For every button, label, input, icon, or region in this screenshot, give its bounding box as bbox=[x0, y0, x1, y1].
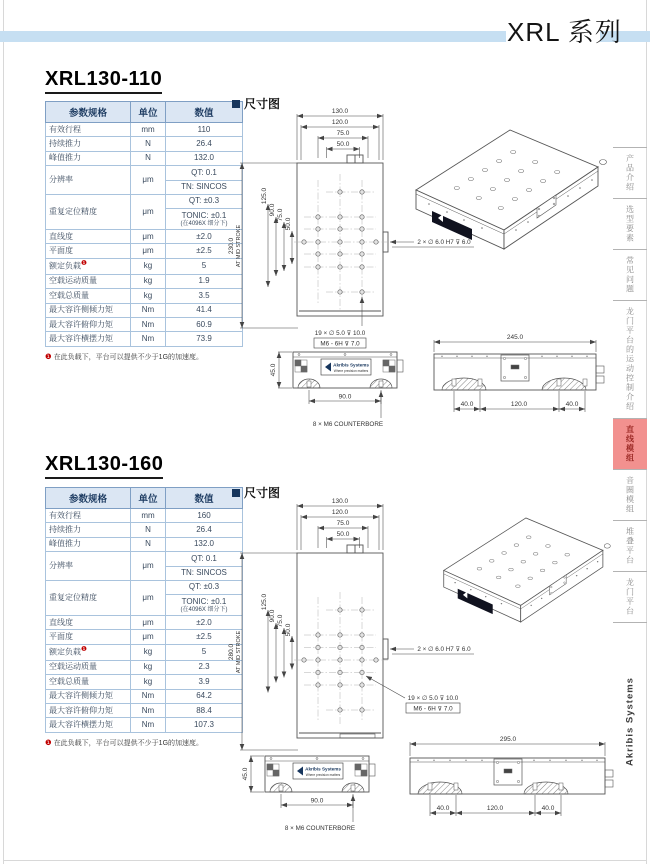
param-cell: 直线度 bbox=[46, 230, 131, 244]
isometric-view-1 bbox=[398, 112, 613, 267]
unit-cell: μm bbox=[131, 630, 166, 644]
table-row bbox=[46, 580, 243, 594]
side-feet bbox=[442, 378, 587, 390]
svg-text:45.0: 45.0 bbox=[242, 767, 249, 781]
param-cell: 最大容许横摆力矩 bbox=[46, 718, 131, 732]
footnote-marker: ❶ bbox=[45, 351, 52, 361]
unit-cell: mm bbox=[131, 123, 166, 137]
header-band-left bbox=[0, 31, 506, 42]
value-cell: 41.4 bbox=[166, 303, 243, 317]
svg-text:120.0: 120.0 bbox=[486, 805, 504, 812]
sidebar-tab[interactable] bbox=[613, 418, 647, 469]
value-subnote: (在4096X 细分下) bbox=[180, 221, 228, 228]
spec-table-1 bbox=[45, 101, 243, 347]
table-row bbox=[46, 166, 243, 180]
page-title: XRL 系列 bbox=[507, 17, 622, 47]
table-header-row: 参数规格 单位 数值 bbox=[46, 102, 243, 123]
svg-text:Where precision matters: Where precision matters bbox=[333, 369, 369, 373]
spec-table-2 bbox=[45, 487, 243, 733]
svg-text:90.0: 90.0 bbox=[269, 609, 276, 623]
pin-note: 2 × ∅ 6.0 H7 ⊽ 6.0 bbox=[417, 646, 471, 653]
value-cell: ±2.5 bbox=[166, 630, 243, 644]
svg-text:75.0: 75.0 bbox=[277, 614, 284, 628]
unit-cell: N bbox=[131, 523, 166, 537]
param-cell: 空载总质量 bbox=[46, 289, 131, 303]
sidebar-tab-label: 音圈模组 bbox=[625, 475, 635, 514]
param-cell: 空载运动质量 bbox=[46, 660, 131, 674]
table-row bbox=[46, 675, 243, 689]
value-cell: ±2.0 bbox=[166, 230, 243, 244]
table-row bbox=[46, 644, 243, 660]
sidebar-tab-label: 常见问题 bbox=[625, 256, 635, 294]
unit-cell: μm bbox=[131, 552, 166, 581]
unit-cell: N bbox=[131, 537, 166, 551]
unit-cell: μm bbox=[131, 230, 166, 244]
unit-cell: kg bbox=[131, 675, 166, 689]
table-row bbox=[46, 137, 243, 151]
value-cell: 5 bbox=[166, 644, 243, 660]
footnote-ref: ❶ bbox=[81, 260, 87, 268]
param-cell: 最大容许横摆力矩 bbox=[46, 332, 131, 346]
param-cell: 额定负载$^❶$ bbox=[46, 258, 131, 274]
front-feet bbox=[270, 783, 364, 792]
svg-text:125.0: 125.0 bbox=[261, 187, 268, 205]
hole-note-line2: M6 - 6H ⊽ 7.0 bbox=[320, 340, 360, 348]
param-cell: 有效行程 bbox=[46, 123, 131, 137]
unit-cell: Nm bbox=[131, 689, 166, 703]
value-cell: TN: SINCOS bbox=[166, 566, 243, 580]
unit-cell: Nm bbox=[131, 318, 166, 332]
footnote-text: 在此负载下，平台可以提供不少于1G的加速度。 bbox=[53, 739, 204, 747]
unit-cell: mm bbox=[131, 509, 166, 523]
param-cell: 重复定位精度 bbox=[46, 194, 131, 229]
svg-text:40.0: 40.0 bbox=[460, 401, 474, 408]
table-row bbox=[46, 318, 243, 332]
param-cell: 分辨率 bbox=[46, 552, 131, 581]
value-cell: 1.9 bbox=[166, 274, 243, 288]
front-view-2 bbox=[238, 742, 423, 837]
value-cell: 3.9 bbox=[166, 675, 243, 689]
svg-text:90.0: 90.0 bbox=[310, 797, 324, 805]
sidebar-tab[interactable] bbox=[613, 249, 647, 300]
sidebar-tab-label: 直线模组 bbox=[625, 424, 635, 463]
table-row bbox=[46, 509, 243, 523]
table-row bbox=[46, 630, 243, 644]
unit-cell: Nm bbox=[131, 332, 166, 346]
side-screw-dots bbox=[417, 760, 597, 761]
value-cell: 88.4 bbox=[166, 704, 243, 718]
table-row bbox=[46, 689, 243, 703]
iso-body bbox=[444, 518, 611, 622]
footnote-ref: ❶ bbox=[81, 646, 87, 654]
param-cell: 直线度 bbox=[46, 616, 131, 630]
table-header-row: 参数规格 单位 数值 bbox=[46, 488, 243, 509]
svg-text:Akribis Systems: Akribis Systems bbox=[305, 766, 341, 772]
svg-text:75.0: 75.0 bbox=[336, 130, 350, 137]
svg-text:50.0: 50.0 bbox=[336, 141, 350, 148]
hole-note-line2: M6 - 6H ⊽ 7.0 bbox=[413, 705, 453, 713]
value-cell: 26.4 bbox=[166, 523, 243, 537]
table-row bbox=[46, 616, 243, 630]
value-cell: 2.3 bbox=[166, 660, 243, 674]
param-cell: 持续推力 bbox=[46, 523, 131, 537]
param-cell: 峰值推力 bbox=[46, 537, 131, 551]
value-cell: QT: ±0.3 bbox=[166, 580, 243, 594]
table-row bbox=[46, 258, 243, 274]
svg-text:50.0: 50.0 bbox=[285, 217, 292, 231]
sidebar-tab[interactable] bbox=[613, 571, 647, 623]
side-dimension-labels bbox=[461, 334, 579, 408]
section2-title bbox=[45, 453, 163, 479]
section2-table-block bbox=[45, 487, 235, 748]
param-cell: 空载总质量 bbox=[46, 675, 131, 689]
svg-text:125.0: 125.0 bbox=[261, 593, 268, 611]
svg-text:40.0: 40.0 bbox=[541, 805, 555, 812]
side-screw-dots bbox=[441, 356, 587, 357]
unit-cell: kg bbox=[131, 289, 166, 303]
unit-cell: N bbox=[131, 151, 166, 165]
model-title: XRL130-160 bbox=[45, 453, 163, 479]
value-subnote: (在4096X 细分下) bbox=[180, 607, 228, 614]
value-cell: 132.0 bbox=[166, 151, 243, 165]
sidebar-tab[interactable] bbox=[613, 469, 647, 520]
unit-cell: kg bbox=[131, 274, 166, 288]
svg-text:245.0: 245.0 bbox=[506, 334, 524, 341]
model-title: XRL130-110 bbox=[45, 68, 162, 94]
footnote bbox=[45, 352, 235, 362]
section1-table-block bbox=[45, 101, 235, 362]
side-view-1 bbox=[420, 330, 622, 428]
param-cell: 分辨率 bbox=[46, 166, 131, 195]
svg-text:45.0: 45.0 bbox=[270, 363, 277, 377]
value-cell: QT: 0.1 bbox=[166, 552, 243, 566]
side-plate bbox=[503, 357, 526, 378]
value-cell: QT: ±0.3 bbox=[166, 194, 243, 208]
unit-cell: μm bbox=[131, 166, 166, 195]
page-bottom-border bbox=[3, 860, 647, 861]
sidebar-tab-label: 选型要素 bbox=[625, 205, 635, 243]
svg-text:120.0: 120.0 bbox=[510, 401, 528, 408]
sidebar-tab-label: 堆叠平台 bbox=[625, 526, 635, 565]
sidebar-nav bbox=[613, 147, 647, 623]
table-row bbox=[46, 230, 243, 244]
svg-text:230.0: 230.0 bbox=[228, 237, 235, 255]
front-label bbox=[293, 763, 343, 779]
param-cell: 平面度 bbox=[46, 630, 131, 644]
unit-cell: kg bbox=[131, 258, 166, 274]
svg-text:50.0: 50.0 bbox=[336, 531, 350, 538]
side-feet bbox=[418, 782, 568, 794]
value-cell: ±2.5 bbox=[166, 244, 243, 258]
svg-text:130.0: 130.0 bbox=[331, 498, 349, 505]
unit-cell: Nm bbox=[131, 303, 166, 317]
sidebar-tab-label: 龙门平台的运动控制介绍 bbox=[625, 307, 635, 412]
param-cell: 有效行程 bbox=[46, 509, 131, 523]
side-dimension-labels bbox=[437, 736, 555, 812]
sidebar-tab[interactable] bbox=[613, 520, 647, 571]
svg-text:Akribis Systems: Akribis Systems bbox=[333, 362, 369, 368]
value-cell: TONIC: ±0.1 (在4096X 细分下) bbox=[166, 595, 243, 616]
value-cell: 110 bbox=[166, 123, 243, 137]
counterbore-note: 8 × M6 COUNTERBORE bbox=[312, 421, 384, 428]
value-cell: 26.4 bbox=[166, 137, 243, 151]
unit-cell: μm bbox=[131, 194, 166, 229]
unit-cell: N bbox=[131, 137, 166, 151]
footnote bbox=[45, 738, 235, 748]
table-row bbox=[46, 552, 243, 566]
unit-cell: μm bbox=[131, 616, 166, 630]
sidebar-tab[interactable] bbox=[613, 300, 647, 418]
page-left-border bbox=[3, 0, 4, 864]
side-plate bbox=[496, 761, 519, 782]
dimension-label-text: 尺寸图 bbox=[244, 97, 281, 111]
section1-title bbox=[45, 68, 162, 94]
unit-cell: kg bbox=[131, 660, 166, 674]
footnote-text: 在此负载下，平台可以提供不少于1G的加速度。 bbox=[53, 353, 204, 361]
table-row bbox=[46, 123, 243, 137]
svg-text:AT MID STROKE: AT MID STROKE bbox=[236, 224, 242, 268]
svg-text:75.0: 75.0 bbox=[277, 208, 284, 222]
sidebar-tab[interactable] bbox=[613, 147, 647, 198]
dimension-label-text: 尺寸图 bbox=[244, 486, 281, 500]
param-cell: 重复定位精度 bbox=[46, 580, 131, 615]
table-row bbox=[46, 704, 243, 718]
hole-note-line1: 19 × ∅ 5.0 ⊽ 10.0 bbox=[407, 695, 459, 702]
value-cell: 5 bbox=[166, 258, 243, 274]
value-cell: QT: 0.1 bbox=[166, 166, 243, 180]
table-row bbox=[46, 537, 243, 551]
table-row bbox=[46, 718, 243, 732]
table-row bbox=[46, 523, 243, 537]
param-cell: 峰值推力 bbox=[46, 151, 131, 165]
param-cell: 最大容许侧倾力矩 bbox=[46, 689, 131, 703]
sidebar-tab-label: 龙门平台 bbox=[625, 577, 635, 616]
param-cell: 额定负载$^❶$ bbox=[46, 644, 131, 660]
side-view-2 bbox=[398, 728, 620, 830]
value-cell: 107.3 bbox=[166, 718, 243, 732]
unit-cell: μm bbox=[131, 244, 166, 258]
sidebar-tab[interactable] bbox=[613, 198, 647, 249]
pin-note: 2 × ∅ 6.0 H7 ⊽ 6.0 bbox=[417, 239, 471, 246]
svg-text:120.0: 120.0 bbox=[331, 119, 349, 126]
svg-text:90.0: 90.0 bbox=[269, 203, 276, 217]
svg-text:280.0: 280.0 bbox=[228, 643, 235, 661]
param-cell: 最大容许俯仰力矩 bbox=[46, 318, 131, 332]
value-cell: 73.9 bbox=[166, 332, 243, 346]
value-cell: 160 bbox=[166, 509, 243, 523]
unit-cell: Nm bbox=[131, 704, 166, 718]
value-cell: ±2.0 bbox=[166, 616, 243, 630]
param-cell: 平面度 bbox=[46, 244, 131, 258]
param-cell: 最大容许侧倾力矩 bbox=[46, 303, 131, 317]
front-feet bbox=[298, 379, 392, 388]
param-cell: 空载运动质量 bbox=[46, 274, 131, 288]
value-cell: TN: SINCOS bbox=[166, 180, 243, 194]
value-cell: 64.2 bbox=[166, 689, 243, 703]
value-cell: 3.5 bbox=[166, 289, 243, 303]
table-row bbox=[46, 244, 243, 258]
footnote-marker: ❶ bbox=[45, 737, 52, 747]
svg-text:AT MID STROKE: AT MID STROKE bbox=[236, 630, 242, 674]
unit-cell: μm bbox=[131, 580, 166, 615]
sidebar-tab-label: 产品介绍 bbox=[625, 154, 635, 192]
value-cell: TONIC: ±0.1 (在4096X 细分下) bbox=[166, 209, 243, 230]
param-cell: 最大容许俯仰力矩 bbox=[46, 704, 131, 718]
value-cell: 132.0 bbox=[166, 537, 243, 551]
brand-vertical-text: Akribis Systems bbox=[624, 677, 636, 766]
table-row bbox=[46, 303, 243, 317]
plan-body bbox=[297, 545, 388, 738]
table-row bbox=[46, 194, 243, 208]
param-cell: 持续推力 bbox=[46, 137, 131, 151]
table-row bbox=[46, 289, 243, 303]
iso-body bbox=[416, 130, 607, 249]
front-label bbox=[321, 359, 371, 375]
svg-text:90.0: 90.0 bbox=[338, 393, 352, 401]
svg-text:50.0: 50.0 bbox=[285, 623, 292, 637]
unit-cell: Nm bbox=[131, 718, 166, 732]
svg-text:40.0: 40.0 bbox=[565, 401, 579, 408]
svg-text:75.0: 75.0 bbox=[336, 520, 350, 527]
table-row bbox=[46, 151, 243, 165]
table-row bbox=[46, 332, 243, 346]
svg-text:Where precision matters: Where precision matters bbox=[305, 773, 341, 777]
svg-text:295.0: 295.0 bbox=[499, 736, 517, 743]
counterbore-note: 8 × M6 COUNTERBORE bbox=[284, 825, 356, 832]
hole-note-line1: 19 × ∅ 5.0 ⊽ 10.0 bbox=[314, 330, 366, 337]
svg-text:40.0: 40.0 bbox=[436, 805, 450, 812]
table-row bbox=[46, 660, 243, 674]
svg-text:130.0: 130.0 bbox=[331, 108, 349, 115]
value-cell: 60.9 bbox=[166, 318, 243, 332]
unit-cell: kg bbox=[131, 644, 166, 660]
table-row bbox=[46, 274, 243, 288]
svg-text:120.0: 120.0 bbox=[331, 509, 349, 516]
isometric-view-2 bbox=[428, 502, 616, 638]
